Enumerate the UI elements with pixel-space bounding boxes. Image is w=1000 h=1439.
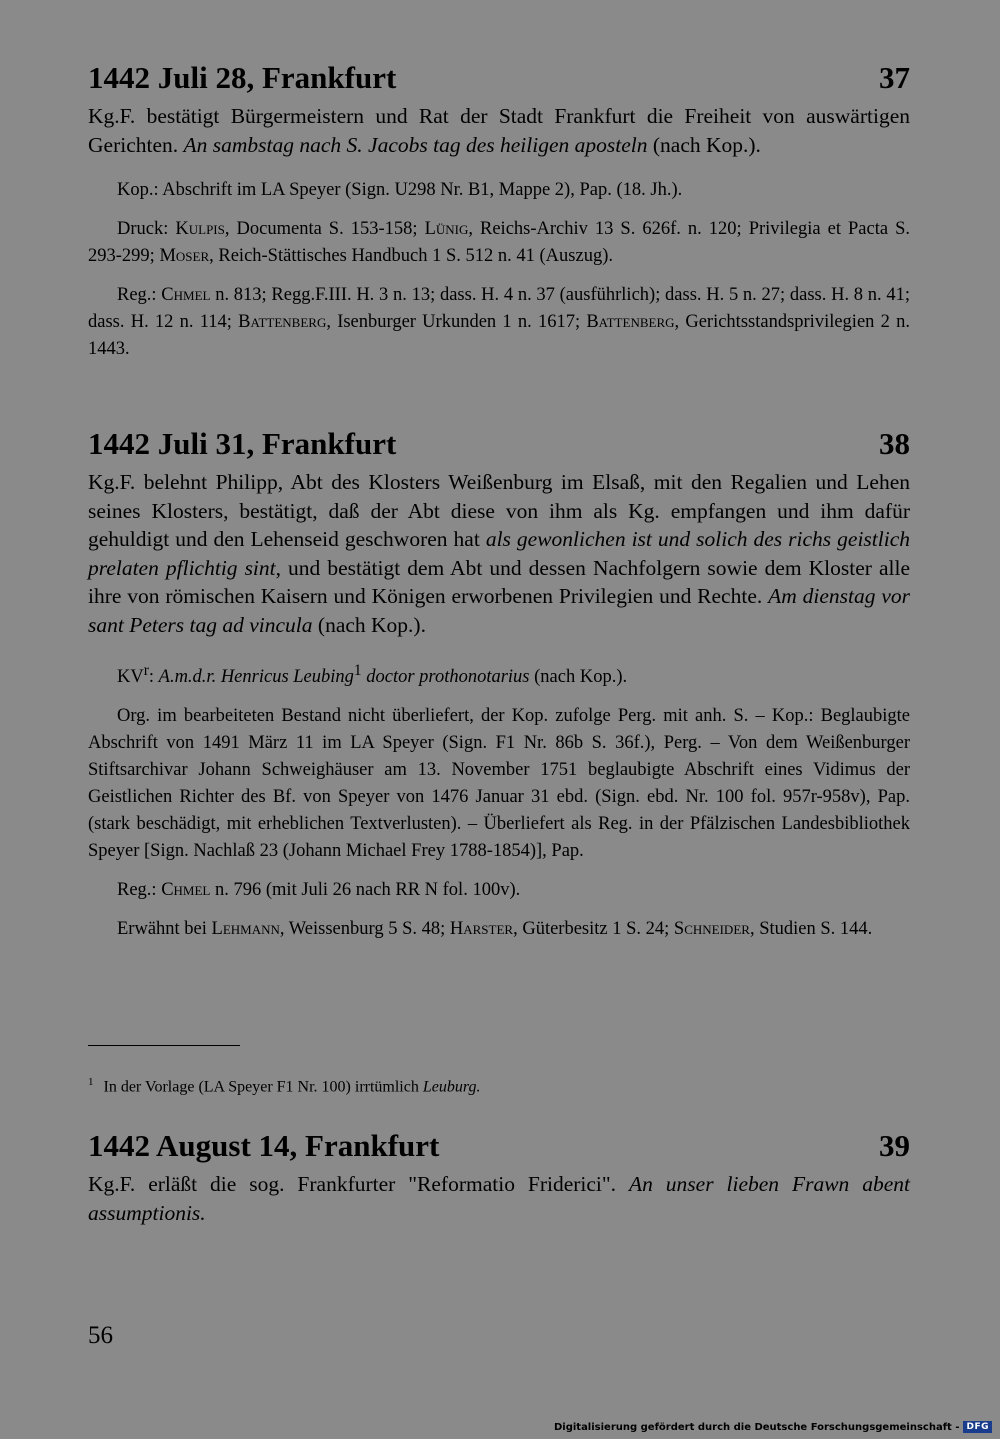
entry-38 bbox=[88, 424, 910, 943]
footnote: $^1$ In der Vorlage (LA Speyer F1 Nr. 100) irrtümlich Leuburg. bbox=[88, 1076, 481, 1096]
druck-note: Druck: Kulpis, Documenta S. 153-158; Lünig, Reichs-Archiv 13 S. 626f. n. 120; Privilegia et Pacta S. 293-299; Moser, Reich-Stättisches Handbuch 1 S. 512 n. 41 (Auszug). bbox=[88, 219, 910, 266]
credit-text: Digitalisierung gefördert durch die Deutsche Forschungsgemeinschaft - bbox=[553, 1421, 960, 1433]
erwaehnt-note: Erwähnt bei Lehmann, Weissenburg 5 S. 48; Harster, Güterbesitz 1 S. 24; Schneider, Studien S. 144. bbox=[117, 919, 873, 940]
dfg-credit bbox=[554, 1421, 992, 1433]
footnote-ref: 1 bbox=[353, 662, 362, 679]
entry-heading bbox=[88, 58, 910, 98]
kop-note: Kop.: Abschrift im LA Speyer (Sign. U298 Nr. B1, Mappe 2), Pap. (18. Jh.). bbox=[117, 180, 683, 200]
entry-summary: Kg.F. erläßt die sog. Frankfurter "Reformatio Friderici". An unser lieben Frawn abent assumptionis. bbox=[88, 1172, 910, 1225]
footnote-divider bbox=[88, 1045, 240, 1046]
entry-date-place: 1442 August 14, Frankfurt bbox=[88, 1128, 440, 1163]
page-number: 56 bbox=[88, 1322, 113, 1349]
entry-summary: Kg.F. bestätigt Bürgermeistern und Rat der Stadt Frankfurt die Freiheit von auswärtigen Gerichten. An sambstag nach S. Jacobs tag des heiligen aposteln (nach Kop.). bbox=[88, 104, 910, 157]
entry-37 bbox=[88, 58, 910, 363]
dfg-logo-icon: DFG bbox=[963, 1421, 992, 1433]
entry-number: 39 bbox=[879, 1128, 910, 1163]
kv-note: $KV^r$: A.m.d.r. Henricus Leubing$^1$ doctor prothonotarius (nach Kop.). bbox=[117, 662, 628, 688]
entry-summary: Kg.F. belehnt Philipp, Abt des Klosters Weißenburg im Elsaß, mit den Regalien und Lehen seines Klosters, bestätigt, daß der Abt diese von ihm als Kg. empfangen und ihm dafür gehuldigt und den Lehenseid geschworen hat als gewonlichen ist und solich des richs geistlich prelaten pflichtig sint, und bestätigt dem Abt und dessen Nachfolgern sowie dem Kloster alle ihre von römischen Kaisern und Königen erworbenen Privilegien und Rechte. Am dienstag vor sant Peters tag ad vincula (nach Kop.). bbox=[88, 470, 910, 637]
entry-number: 37 bbox=[879, 60, 910, 95]
entry-39 bbox=[88, 1126, 910, 1227]
reg-note: Reg.: Chmel n. 796 (mit Juli 26 nach RR N fol. 100v). bbox=[117, 880, 521, 901]
entry-heading bbox=[88, 1126, 910, 1166]
entry-number: 38 bbox=[879, 426, 910, 461]
reg-note: Reg.: Chmel n. 813; Regg.F.III. H. 3 n. 13; dass. H. 4 n. 37 (ausführlich); dass. H. 5 n. 27; dass. H. 8 n. 41; dass. H. 12 n. 114; Battenberg, Isenburger Urkunden 1 n. 1617; Battenberg, Gerichtsstandsprivilegien 2 n. 1443. bbox=[88, 285, 910, 359]
org-note: Org. im bearbeiteten Bestand nicht überliefert, der Kop. zufolge Perg. mit anh. S. – Kop.: Beglaubigte Abschrift von 1491 März 11 im LA Speyer (Sign. F1 Nr. 86b S. 36f.), Perg. – Von dem Weißenburger Stiftsarchivar Johann Schweighäuser am 13. November 1751 beglaubigte Abschrift eines Vidimus der Geistlichen Richter des Bf. von Speyer von 1476 Januar 31 ebd. (Sign. ebd. Nr. 100 fol. 957r-958v), Pap. (stark beschädigt, mit erheblichen Textverlusten). – Überliefert als Reg. in der Pfälzischen Landesbibliothek Speyer [Sign. Nachlaß 23 (Johann Michael Frey 1788-1854)], Pap. bbox=[88, 706, 910, 862]
entry-heading bbox=[88, 424, 910, 464]
entry-date-place: 1442 Juli 31, Frankfurt bbox=[88, 426, 397, 461]
entry-date-place: 1442 Juli 28, Frankfurt bbox=[88, 60, 397, 95]
